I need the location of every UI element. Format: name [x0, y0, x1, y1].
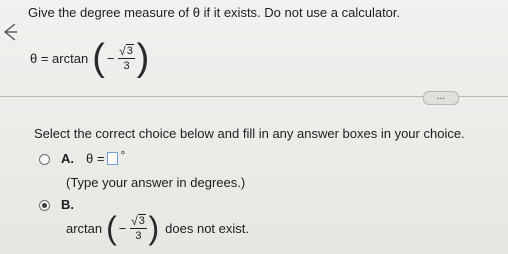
question-expression: [30, 38, 149, 78]
open-paren: (: [92, 37, 105, 79]
option-a[interactable]: [61, 147, 126, 166]
option-a-lhs: θ =: [86, 151, 105, 166]
radical-sign: √: [119, 43, 126, 58]
radicand: 3: [126, 45, 133, 57]
option-b-minus: −: [118, 220, 127, 236]
option-b-fraction: [130, 214, 146, 243]
option-b-letter: B.: [61, 197, 74, 212]
option-a-hint: (Type your answer in degrees.): [66, 175, 246, 190]
option-b-open-paren: (: [106, 210, 117, 246]
option-a-letter: A.: [61, 151, 74, 166]
option-b-close-paren: ): [148, 210, 160, 246]
more-options-button[interactable]: ...: [423, 91, 459, 105]
minus-sign: −: [106, 50, 115, 66]
denominator: 3: [118, 58, 134, 73]
expression-lhs: θ = arctan: [30, 50, 89, 66]
numerator: [119, 44, 134, 58]
option-b-func: arctan: [66, 220, 103, 236]
option-b-numerator: [131, 214, 146, 228]
degree-answer-input[interactable]: [107, 152, 118, 165]
option-b-suffix: does not exist.: [165, 220, 249, 236]
option-b-radical-sign: √: [131, 213, 138, 228]
fraction: [118, 44, 134, 73]
degree-symbol: °: [120, 147, 126, 162]
option-a-radio[interactable]: [39, 154, 50, 165]
option-b-radio[interactable]: [39, 200, 50, 211]
option-b-radicand: 3: [138, 215, 145, 227]
instruction-text: Select the correct choice below and fill in any answer boxes in your choice.: [34, 126, 465, 141]
question-prompt: Give the degree measure of θ if it exists. Do not use a calculator.: [28, 5, 401, 20]
back-arrow-icon[interactable]: [2, 22, 18, 42]
option-b[interactable]: [66, 208, 249, 248]
close-paren: ): [136, 37, 150, 79]
option-b-denominator: 3: [130, 228, 146, 243]
